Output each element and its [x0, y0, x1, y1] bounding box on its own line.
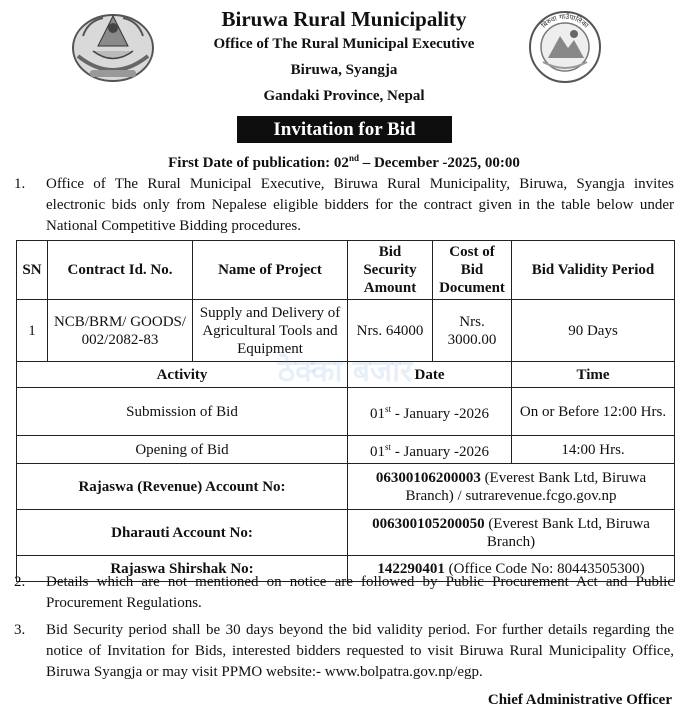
intro-paragraph: 1. Office of The Rural Municipal Executive, Biruwa Rural Municipality, Biruwa, Syangja invites electronic bids only from Nepalese eligible bidders for the contract given in the table below under National Competitive Bidding procedures. [14, 176, 674, 234]
header-activity: Activity [17, 362, 348, 388]
account-row [17, 464, 675, 510]
row-contract-id: NCB/BRM/ GOODS/ 002/2082-83 [48, 300, 193, 362]
row-validity: 90 Days [512, 300, 675, 362]
province: Gandaki Province, Nepal [263, 88, 425, 104]
row-sn: 1 [17, 300, 48, 362]
activity-name: Submission of Bid [17, 388, 348, 436]
account-value: 142290401 (Office Code No: 80443505300) [348, 556, 675, 582]
signoff: Chief Administrative Officer [487, 692, 672, 708]
activity-date: 01st - January -2026 [348, 388, 512, 436]
activity-name: Opening of Bid [17, 436, 348, 464]
svg-text:बिरुवा गाउँपालिका: बिरुवा गाउँपालिका [539, 12, 590, 30]
header-contract-id: Contract Id. No. [48, 241, 193, 300]
activity-date: 01st - January -2026 [348, 436, 512, 464]
row-security: Nrs. 64000 [348, 300, 433, 362]
account-value: 006300105200050 (Everest Bank Ltd, Biruwa Branch) [348, 510, 675, 556]
note-paragraph: 3. Bid Security period shall be 30 days beyond the bid validity period. For further details regarding the notice of Invitation for Bids, interested bidders requested to visit Biruwa Rural Municipality Office, Biruwa Syangja or may visit PPMO website:- www.bolpatra.gov.np/egp. [14, 622, 674, 680]
activity-time: 14:00 Hrs. [512, 436, 675, 464]
header-date: Date [348, 362, 512, 388]
header-sn: SN [17, 241, 48, 300]
table-row [17, 436, 675, 464]
account-label: Rajaswa (Revenue) Account No: [17, 464, 348, 510]
bid-table [16, 240, 675, 582]
note-paragraph: 2. Details which are not mentioned on notice are followed by Public Procurement Act and Public Procurement Regulations. [14, 574, 674, 611]
header-cost: Cost of Bid Document [433, 241, 512, 300]
table-row [17, 300, 675, 362]
activity-header-row [17, 362, 675, 388]
publication-date: First Date of publication: 02nd – December -2025, 00:00 [168, 153, 520, 171]
account-label: Rajaswa Shirshak No: [17, 556, 348, 582]
account-label: Dharauti Account No: [17, 510, 348, 556]
header-validity: Bid Validity Period [512, 241, 675, 300]
table-row [17, 388, 675, 436]
letterhead [0, 6, 688, 106]
organization-name: Biruwa Rural Municipality [221, 7, 467, 31]
office-location: Biruwa, Syangja [290, 62, 398, 78]
activity-time: On or Before 12:00 Hrs. [512, 388, 675, 436]
header-project: Name of Project [193, 241, 348, 300]
account-row [17, 510, 675, 556]
notice-title: Invitation for Bid [237, 116, 452, 143]
account-value: 06300106200003 (Everest Bank Ltd, Biruwa Branch) / sutrarevenue.fcgo.gov.np [348, 464, 675, 510]
header-security: Bid Security Amount [348, 241, 433, 300]
table-header-row [17, 241, 675, 300]
office-name: Office of The Rural Municipal Executive [213, 36, 475, 52]
header-time: Time [512, 362, 675, 388]
row-cost: Nrs. 3000.00 [433, 300, 512, 362]
watermark: ठेक्का बजार [277, 354, 413, 389]
row-project: Supply and Delivery of Agricultural Tools and Equipment [193, 300, 348, 362]
